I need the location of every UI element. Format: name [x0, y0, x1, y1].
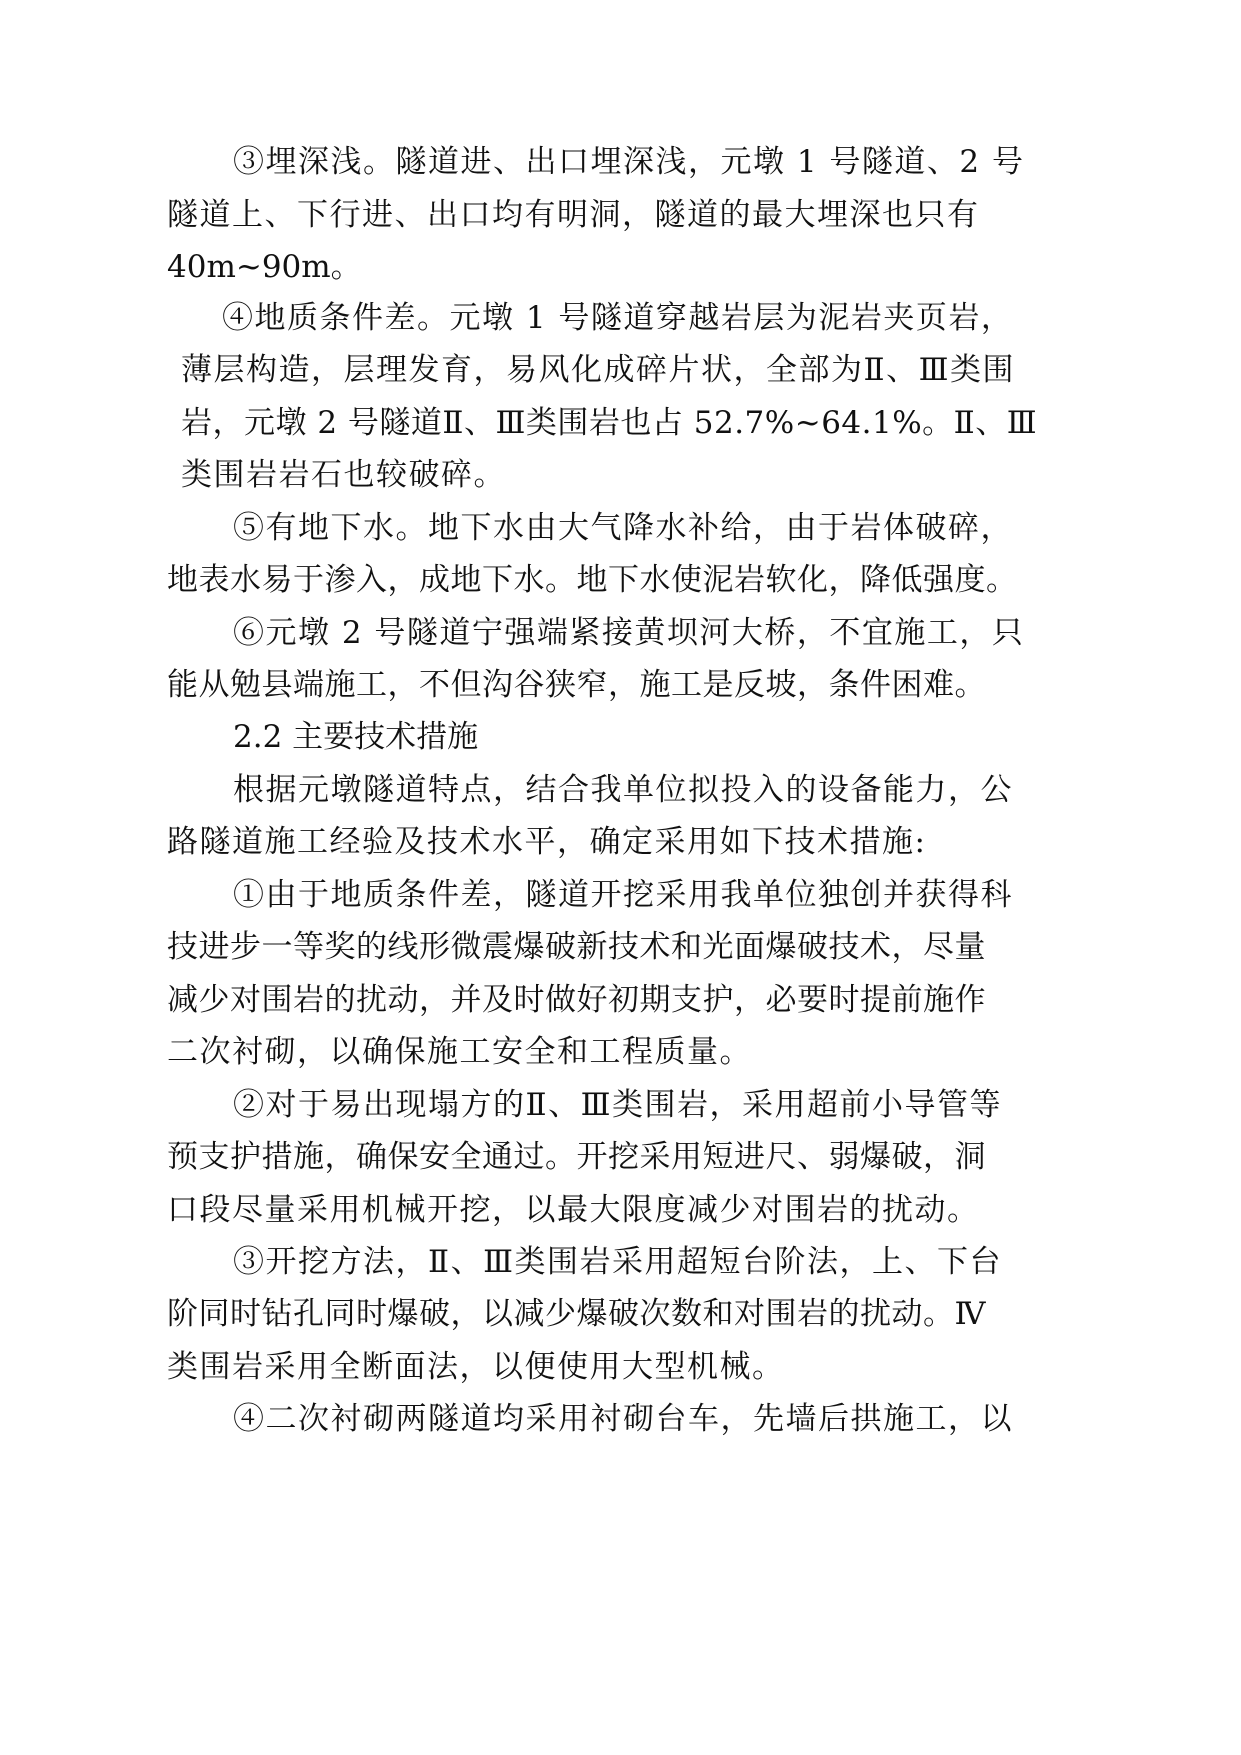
paragraph-line: 口段尽量采用机械开挖，以最大限度减少对围岩的扰动。: [167, 1192, 980, 1228]
paragraph-line: 阶同时钻孔同时爆破，以减少爆破次数和对围岩的扰动。Ⅳ: [167, 1296, 986, 1332]
paragraph-line: 路隧道施工经验及技术水平，确定采用如下技术措施:: [167, 824, 927, 860]
paragraph-line: 类围岩采用全断面法，以便使用大型机械。: [167, 1349, 785, 1385]
paragraph-line: 技进步一等奖的线形微震爆破新技术和光面爆破技术，尽量: [167, 929, 986, 965]
paragraph-line: 地表水易于渗入，成地下水。地下水使泥岩软化，降低强度。: [167, 562, 1018, 598]
paragraph-line: ①由于地质条件差，隧道开挖采用我单位独创并获得科: [233, 877, 1013, 913]
paragraph-line: 40m~90m。: [167, 249, 362, 285]
paragraph-line: 类围岩岩石也较破碎。: [181, 457, 506, 493]
paragraph-line: 薄层构造，层理发育，易风化成碎片状，全部为Ⅱ、Ⅲ类围: [181, 352, 1015, 388]
paragraph-line: 隧道上、下行进、出口均有明洞，隧道的最大埋深也只有: [167, 197, 980, 233]
paragraph-line: ③开挖方法，Ⅱ、Ⅲ类围岩采用超短台阶法，上、下台: [233, 1244, 1002, 1280]
paragraph-line: 减少对围岩的扰动，并及时做好初期支护，必要时提前施作: [167, 982, 986, 1018]
paragraph-line: ⑥元墩 2 号隧道宁强端紧接黄坝河大桥，不宜施工，只: [233, 615, 1025, 651]
paragraph-line: ④地质条件差。元墩 1 号隧道穿越岩层为泥岩夹页岩，: [222, 300, 1014, 336]
paragraph-line: ②对于易出现塌方的Ⅱ、Ⅲ类围岩，采用超前小导管等: [233, 1087, 1002, 1123]
paragraph-line: 岩，元墩 2 号隧道Ⅱ、Ⅲ类围岩也占 52.7%~64.1%。Ⅱ、Ⅲ: [181, 405, 1038, 441]
paragraph-line: ③埋深浅。隧道进、出口埋深浅，元墩 1 号隧道、2 号: [233, 144, 1025, 180]
paragraph-line: 二次衬砌，以确保施工安全和工程质量。: [167, 1034, 752, 1070]
paragraph-line: 预支护措施，确保安全通过。开挖采用短进尺、弱爆破，洞: [167, 1139, 986, 1175]
paragraph-line: ④二次衬砌两隧道均采用衬砌台车，先墙后拱施工，以: [233, 1401, 1013, 1437]
paragraph-line: 根据元墩隧道特点，结合我单位拟投入的设备能力，公: [233, 772, 1013, 808]
paragraph-line: 能从勉县端施工，不但沟谷狭窄，施工是反坡，条件困难。: [167, 667, 986, 703]
section-heading: 2.2 主要技术措施: [233, 719, 479, 755]
paragraph-line: ⑤有地下水。地下水由大气降水补给，由于岩体破碎，: [233, 510, 1013, 546]
